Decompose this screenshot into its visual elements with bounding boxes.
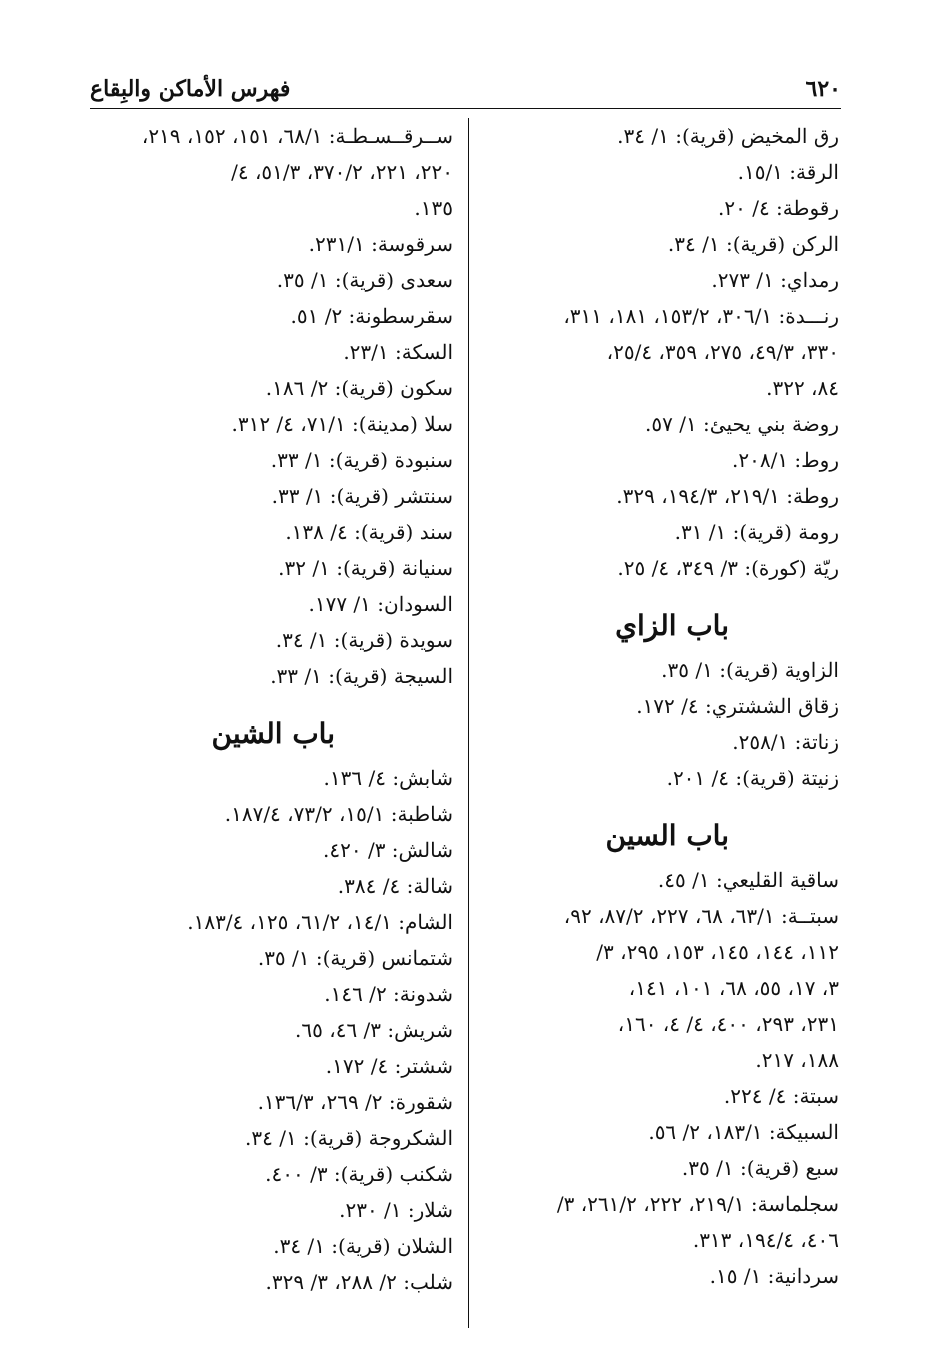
section-heading-shin: باب الشين bbox=[211, 717, 335, 750]
index-entry: سعدى (قرية): ١/ ٣٥. bbox=[276, 268, 453, 292]
index-entry: الشلان (قرية): ١/ ٣٤. bbox=[273, 1234, 453, 1258]
index-entry: شابش: ٤/ ١٣٦. bbox=[323, 766, 453, 790]
index-entry-continuation: ٨٤، ٣٢٢. bbox=[766, 376, 839, 400]
index-entry: زنيتة (قرية): ٤/ ٢٠١. bbox=[666, 766, 839, 790]
index-entry: الشام: ١٤/١، ٦١/٢، ١٢٥، ١٨٣/٤. bbox=[187, 910, 453, 934]
index-entry: السكة: ٢٣/١. bbox=[343, 340, 453, 364]
index-entry: سنيانة (قرية): ١/ ٣٢. bbox=[278, 556, 453, 580]
index-entry: شريش: ٣/ ٤٦، ٦٥. bbox=[295, 1018, 453, 1042]
index-entry: شتمانس (قرية): ١/ ٣٥. bbox=[257, 946, 453, 970]
index-entry: سلا (مدينة): ٧١/١، ٤/ ٣١٢. bbox=[231, 412, 453, 436]
index-entry-continuation: ٢٣١، ٢٩٣، ٤٠٠، ٤/ ٤، ١٦٠، bbox=[617, 1012, 839, 1036]
entry-group-shin bbox=[100, 760, 453, 1300]
index-entry: زناتة: ٢٥٨/١. bbox=[732, 730, 839, 754]
index-entry-continuation: ١٣٥. bbox=[414, 196, 453, 220]
index-entry: شالش: ٣/ ٤٢٠. bbox=[323, 838, 453, 862]
index-entry: ششتر: ٤/ ١٧٢. bbox=[325, 1054, 453, 1078]
index-entry: شلب: ٢/ ٢٨٨، ٣/ ٣٢٩. bbox=[265, 1270, 453, 1294]
index-entry: شقورة: ٢/ ٢٦٩، ١٣٦/٣. bbox=[257, 1090, 453, 1114]
index-entry: سند (قرية): ٤/ ١٣٨. bbox=[285, 520, 453, 544]
index-entry: شلار: ١/ ٢٣٠. bbox=[339, 1198, 453, 1222]
entry-group-sin-continued bbox=[100, 118, 453, 694]
index-entry: شكنب (قرية): ٣/ ٤٠٠. bbox=[265, 1162, 453, 1186]
entry-group-ra bbox=[484, 118, 839, 586]
entry-group-zay bbox=[484, 652, 839, 796]
index-entry: الزاوية (قرية): ١/ ٣٥. bbox=[661, 658, 839, 682]
index-entry: سنبودة (قرية): ١/ ٣٣. bbox=[270, 448, 453, 472]
index-entry: الشكروجة (قرية): ١/ ٣٤. bbox=[245, 1126, 453, 1150]
index-entry: زقاق الششتري: ٤/ ١٧٢. bbox=[636, 694, 839, 718]
index-entry: روضة بني يحيئ: ١/ ٥٧. bbox=[645, 412, 839, 436]
index-entry: رنـــدة: ٣٠٦/١، ١٥٣/٢، ١٨١، ٣١١، bbox=[563, 304, 839, 328]
index-entry-continuation: ٤٠٦، ١٩٤/٤، ٣١٣. bbox=[692, 1228, 839, 1252]
index-entry: سبتة: ٤/ ٢٢٤. bbox=[723, 1084, 839, 1108]
index-entry: سبتــة: ٦٣/١، ٦٨، ٢٢٧، ٨٧/٢، ٩٢، bbox=[563, 904, 839, 928]
left-column bbox=[100, 118, 453, 1300]
entry-group-sin bbox=[484, 862, 839, 1294]
index-entry: الركن (قرية): ١/ ٣٤. bbox=[667, 232, 839, 256]
index-entry: سرقوسة: ٢٣١/١. bbox=[308, 232, 453, 256]
index-entry-continuation: ١١٢، ١٤٤، ١٤٥، ١٥٣، ٢٩٥، ٣/ bbox=[596, 940, 839, 964]
index-entry: السبيكة: ١٨٣/١، ٢/ ٥٦. bbox=[648, 1120, 839, 1144]
index-entry: شاطبة: ١٥/١، ٧٣/٢، ١٨٧/٤. bbox=[224, 802, 453, 826]
index-entry: السودان: ١/ ١٧٧. bbox=[308, 592, 453, 616]
index-entry: الرقة: ١٥/١. bbox=[737, 160, 839, 184]
index-entry: رمداي: ١/ ٢٧٣. bbox=[711, 268, 839, 292]
page-number: ٦٢٠ bbox=[805, 76, 841, 102]
index-entry-continuation: ٢٢٠، ٢٢١، ٣٧٠/٢، ٥١/٣، ٤/ bbox=[231, 160, 453, 184]
index-entry: سكون (قرية): ٢/ ١٨٦. bbox=[265, 376, 453, 400]
index-entry: السيجة (قرية): ١/ ٣٣. bbox=[270, 664, 453, 688]
index-entry: رومة (قرية): ١/ ٣١. bbox=[674, 520, 839, 544]
index-entry: ساقية القليعي: ١/ ٤٥. bbox=[657, 868, 839, 892]
index-entry: سويدة (قرية): ١/ ٣٤. bbox=[275, 628, 453, 652]
index-entry: شالة: ٤/ ٣٨٤. bbox=[337, 874, 453, 898]
index-entry-continuation: ١٨٨، ٢١٧. bbox=[755, 1048, 839, 1072]
index-entry: روط: ٢٠٨/١. bbox=[732, 448, 839, 472]
index-entry: ريّة (كورة): ٣/ ٣٤٩، ٤/ ٢٥. bbox=[617, 556, 839, 580]
section-heading-sin: باب السين bbox=[605, 819, 729, 852]
index-entry: روطة: ٢١٩/١، ١٩٤/٣، ٣٢٩. bbox=[616, 484, 839, 508]
running-title: فهرس الأماكن والبِقاع bbox=[90, 76, 291, 102]
section-heading-zay: باب الزاي bbox=[615, 609, 729, 642]
index-entry: شدونة: ٢/ ١٤٦. bbox=[324, 982, 453, 1006]
index-entry: رقوطة: ٤/ ٢٠. bbox=[718, 196, 839, 220]
page-header bbox=[90, 72, 841, 106]
index-entry: سبع (قرية): ١/ ٣٥. bbox=[681, 1156, 839, 1180]
index-entry: سنتشر (قرية): ١/ ٣٣. bbox=[271, 484, 453, 508]
index-entry: سقرسطونة: ٢/ ٥١. bbox=[290, 304, 453, 328]
index-entry: سردانية: ١/ ١٥. bbox=[709, 1264, 839, 1288]
index-entry: ســرقــسـطـة: ٦٨/١، ١٥١، ١٥٢، ٢١٩، bbox=[141, 124, 453, 148]
header-rule bbox=[90, 108, 841, 109]
right-column bbox=[484, 118, 839, 1294]
index-entry-continuation: ٣، ١٧، ٥٥، ٦٨، ١٠١، ١٤١، bbox=[628, 976, 839, 1000]
index-entry: سجلماسة: ٢١٩/١، ٢٢٢، ٢٦١/٢، ٣/ bbox=[556, 1192, 839, 1216]
column-divider bbox=[468, 118, 469, 1328]
index-entry-continuation: ٣٣٠، ٤٩/٣، ٢٧٥، ٣٥٩، ٢٥/٤، bbox=[606, 340, 839, 364]
index-entry: رق المخيض (قرية): ١/ ٣٤. bbox=[617, 124, 839, 148]
